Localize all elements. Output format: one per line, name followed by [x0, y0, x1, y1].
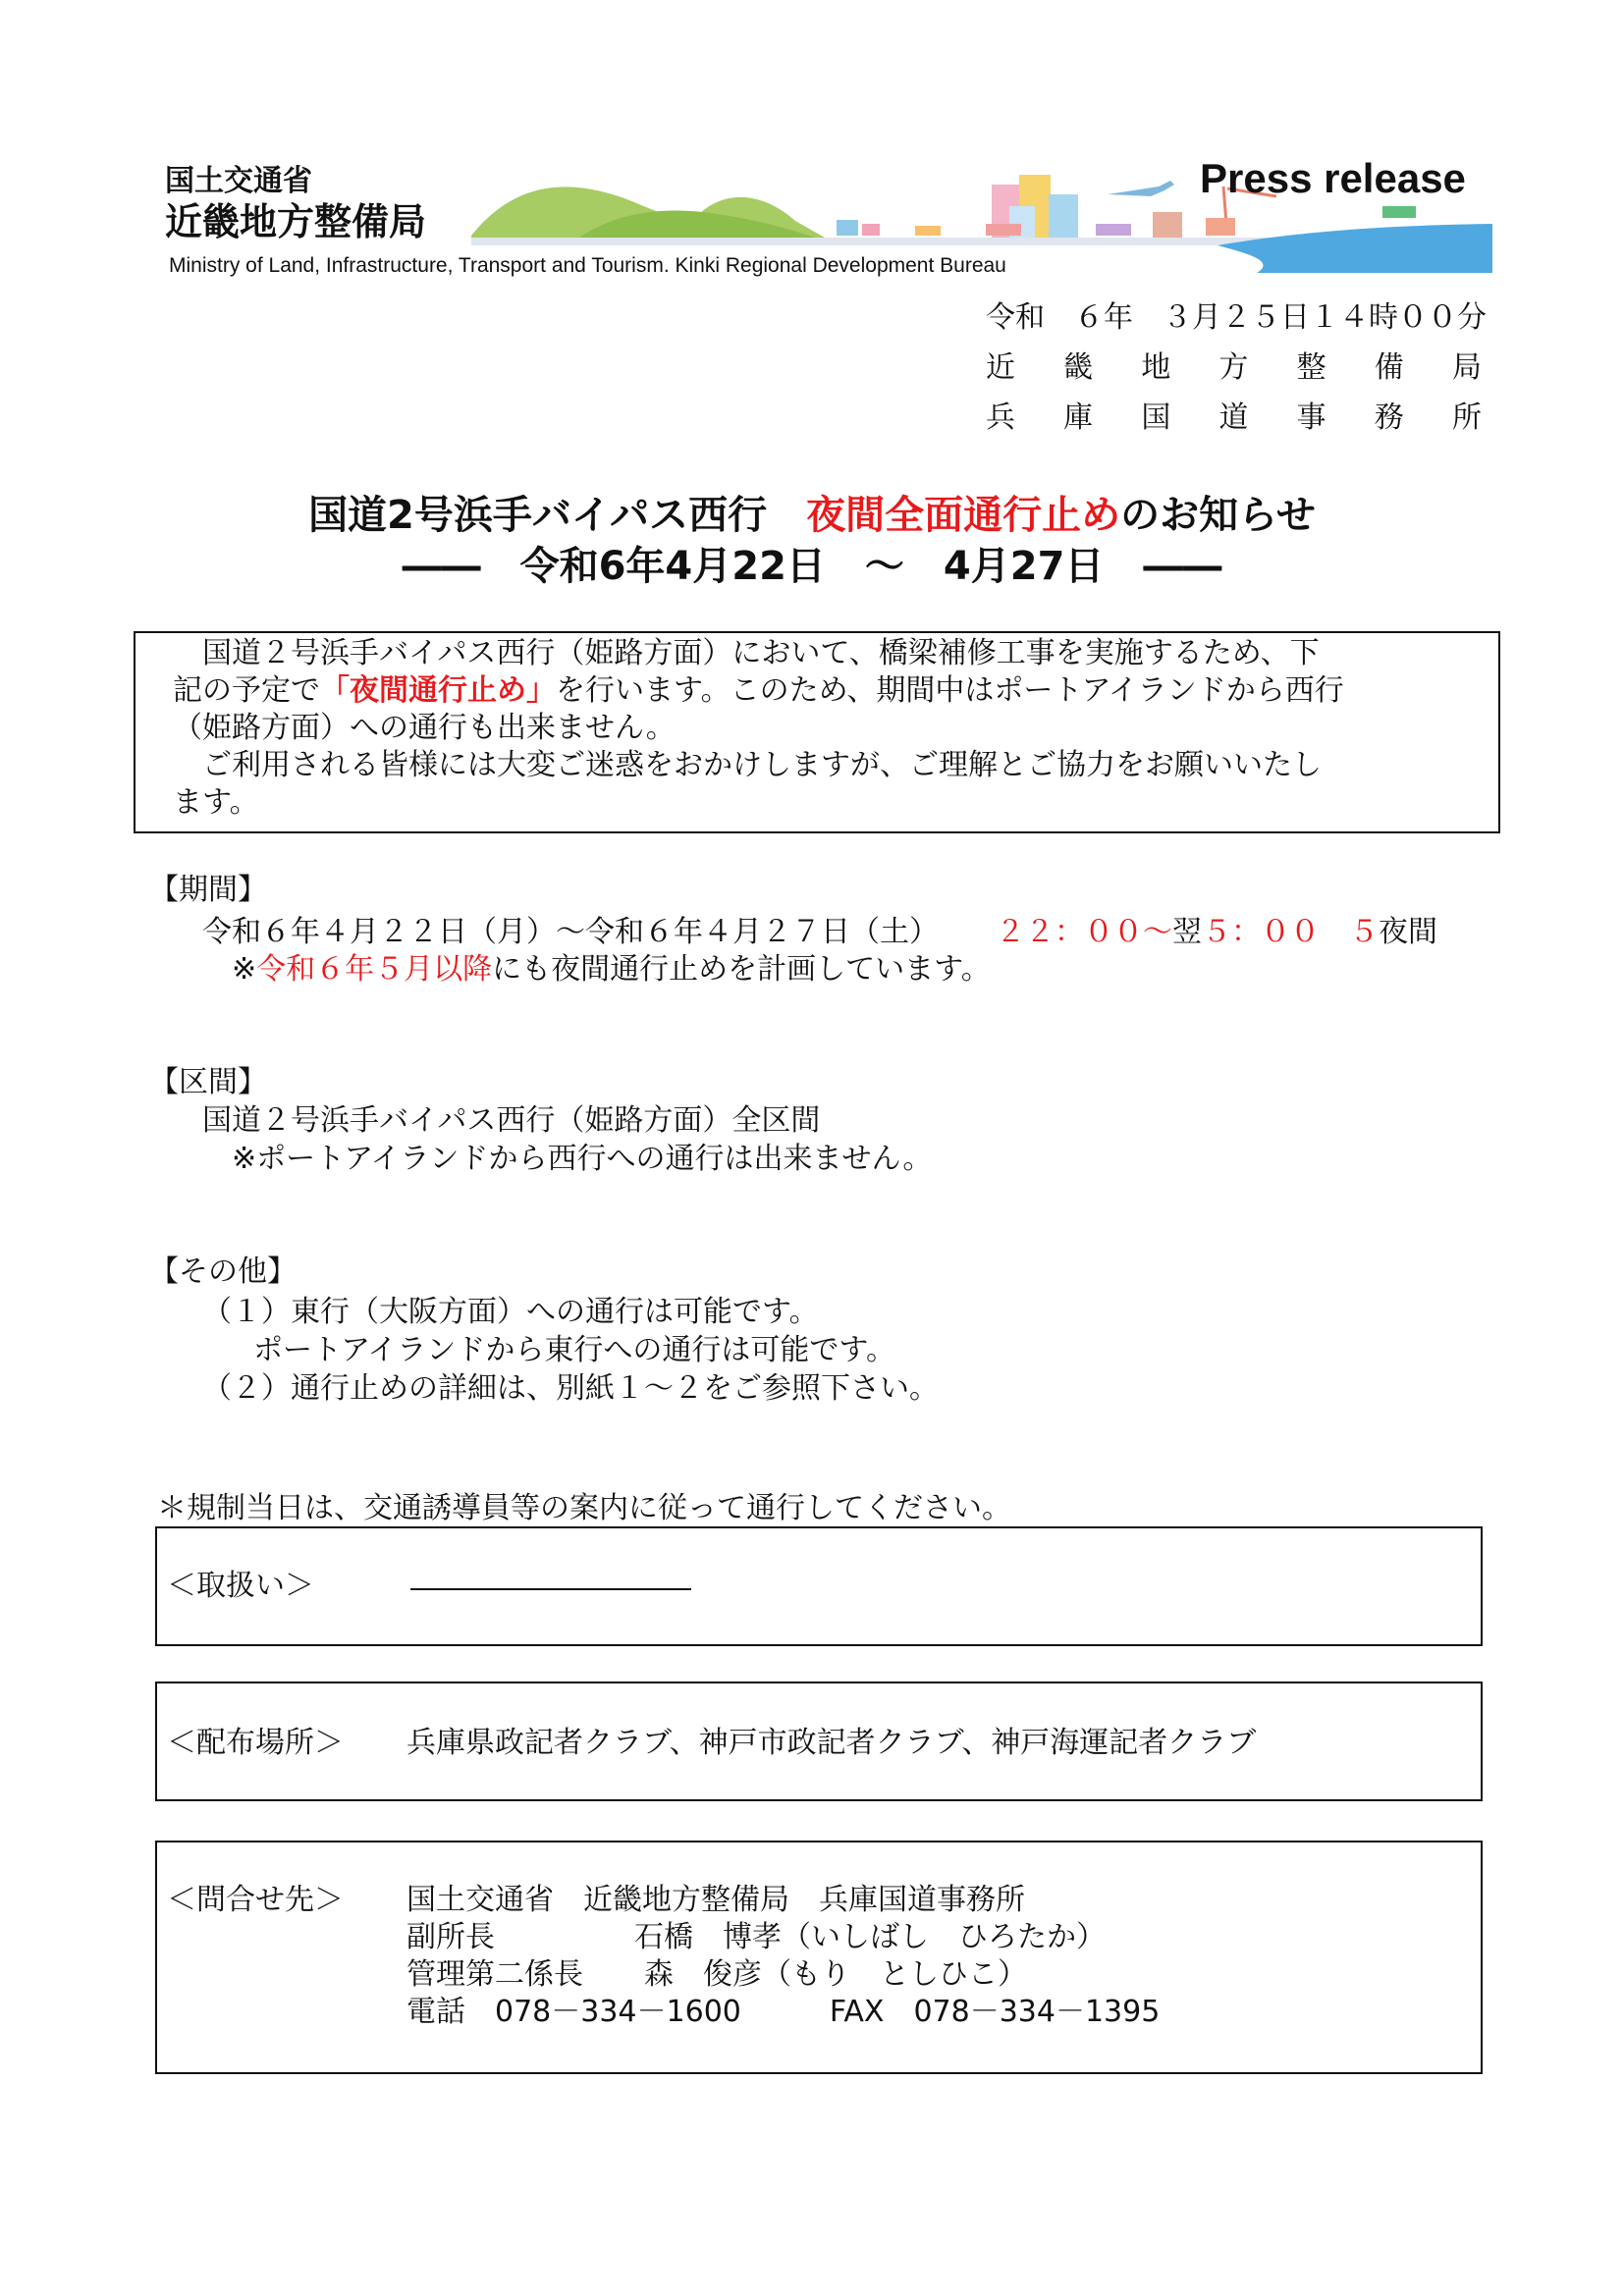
intro-highlight: 「夜間通行止め」 [320, 673, 556, 708]
contact-org: 国土交通省 近畿地方整備局 兵庫国道事務所 [406, 1883, 1025, 1917]
bureau-name: 近畿地方整備局 [165, 200, 427, 243]
issuer-char: 備 [1374, 350, 1404, 385]
title-part: 国道2号浜手バイパス西行 [308, 493, 807, 538]
intro-line: （姫路方面）への通行も出来ません。 [173, 711, 676, 745]
contact-role: 管理第二係長 [406, 1957, 583, 1992]
issuer-char: 庫 [1063, 400, 1094, 435]
handling-box [155, 1526, 1483, 1646]
period-next-day: 翌 [1172, 915, 1202, 949]
period-note-text: にも夜間通行止めを計画しています。 [492, 952, 991, 987]
issuer-char: 地 [1141, 350, 1171, 385]
other-item: （２）通行止めの詳細は、別紙１～２をご参照下さい。 [202, 1371, 939, 1406]
issuer-char: 事 [1296, 400, 1326, 435]
issuer-char: 国 [1141, 400, 1171, 435]
release-date: 令和 ６年 ３月２５日１４時００分 [986, 300, 1487, 335]
intro-line: ご利用される皆様には大変ご迷惑をおかけしますが、ご理解とご協力をお願いいたし [173, 748, 1322, 782]
contact-name: 森 俊彦（もり としひこ） [644, 1957, 1027, 1992]
intro-line: ます。 [173, 785, 259, 820]
contact-phone-fax: 電話 078－334－1600 FAX 078－334－1395 [406, 1995, 1161, 2029]
issuer-char: 道 [1218, 400, 1249, 435]
press-release-label: Press release [1200, 155, 1466, 201]
period-time: ２２：００～ [996, 915, 1172, 949]
contact-label: ＜問合せ先＞ [167, 1883, 344, 1917]
section-note: ※ポートアイランドから西行への通行は出来ません。 [232, 1142, 933, 1176]
intro-text: 記の予定で [173, 673, 320, 708]
contact-role: 副所長 [406, 1920, 495, 1954]
section-heading: 【区間】 [149, 1065, 267, 1099]
other-item: （１）東行（大阪方面）への通行は可能です。 [202, 1295, 819, 1329]
issuer-char: 畿 [1063, 350, 1094, 385]
note-mark: ※ [232, 952, 257, 987]
period-date-range: 令和６年４月２２日（月）～令和６年４月２７日（土） [202, 915, 939, 949]
title-part: のお知らせ [1120, 493, 1316, 538]
page-title [0, 491, 1624, 540]
traffic-notice: ＊規制当日は、交通誘導員等の案内に従って通行してください。 [157, 1491, 1011, 1525]
period-heading: 【期間】 [149, 873, 267, 907]
issuer-char: 整 [1296, 350, 1326, 385]
section-range: 国道２号浜手バイパス西行（姫路方面）全区間 [202, 1103, 821, 1138]
issuer-char: 近 [986, 350, 1015, 385]
period-dates [202, 915, 1437, 950]
other-heading: 【その他】 [149, 1255, 297, 1289]
page-subtitle: ―― 令和6年4月22日 ～ 4月27日 ―― [402, 544, 1222, 589]
issuer-char: 兵 [986, 400, 1015, 435]
issuer-char: 方 [1218, 350, 1249, 385]
title-highlight: 夜間全面通行止め [806, 493, 1121, 538]
ministry-english-name: Ministry of Land, Infrastructure, Transport and Tourism. Kinki Regional Development Bureau [169, 254, 1006, 277]
period-note-highlight: 令和６年５月以降 [256, 952, 493, 987]
intro-text: を行います。このため、期間中はポートアイランドから西行 [556, 673, 1344, 708]
period-time: ５：００ ５ [1202, 915, 1379, 949]
distribution-label: ＜配布場所＞ [167, 1726, 344, 1760]
issuer-office [986, 400, 1482, 436]
period-nights: 夜間 [1379, 915, 1437, 949]
ministry-name: 国土交通省 [165, 164, 312, 198]
issuer-char: 所 [1451, 400, 1482, 435]
issuer-char: 務 [1374, 400, 1404, 435]
issuer-bureau [986, 350, 1482, 386]
other-item: ポートアイランドから東行への通行は可能です。 [253, 1333, 895, 1367]
issuer-char: 局 [1451, 350, 1482, 385]
handling-label: ＜取扱い＞ [167, 1569, 314, 1603]
distribution-value: 兵庫県政記者クラブ、神戸市政記者クラブ、神戸海運記者クラブ [406, 1726, 1257, 1760]
contact-name: 石橋 博孝（いしばし ひろたか） [634, 1920, 1106, 1954]
period-note [232, 952, 991, 988]
intro-line: 国道２号浜手バイパス西行（姫路方面）において、橋梁補修工事を実施するため、下 [173, 636, 1320, 670]
handling-blank-line [410, 1588, 691, 1590]
intro-line [173, 672, 1344, 710]
